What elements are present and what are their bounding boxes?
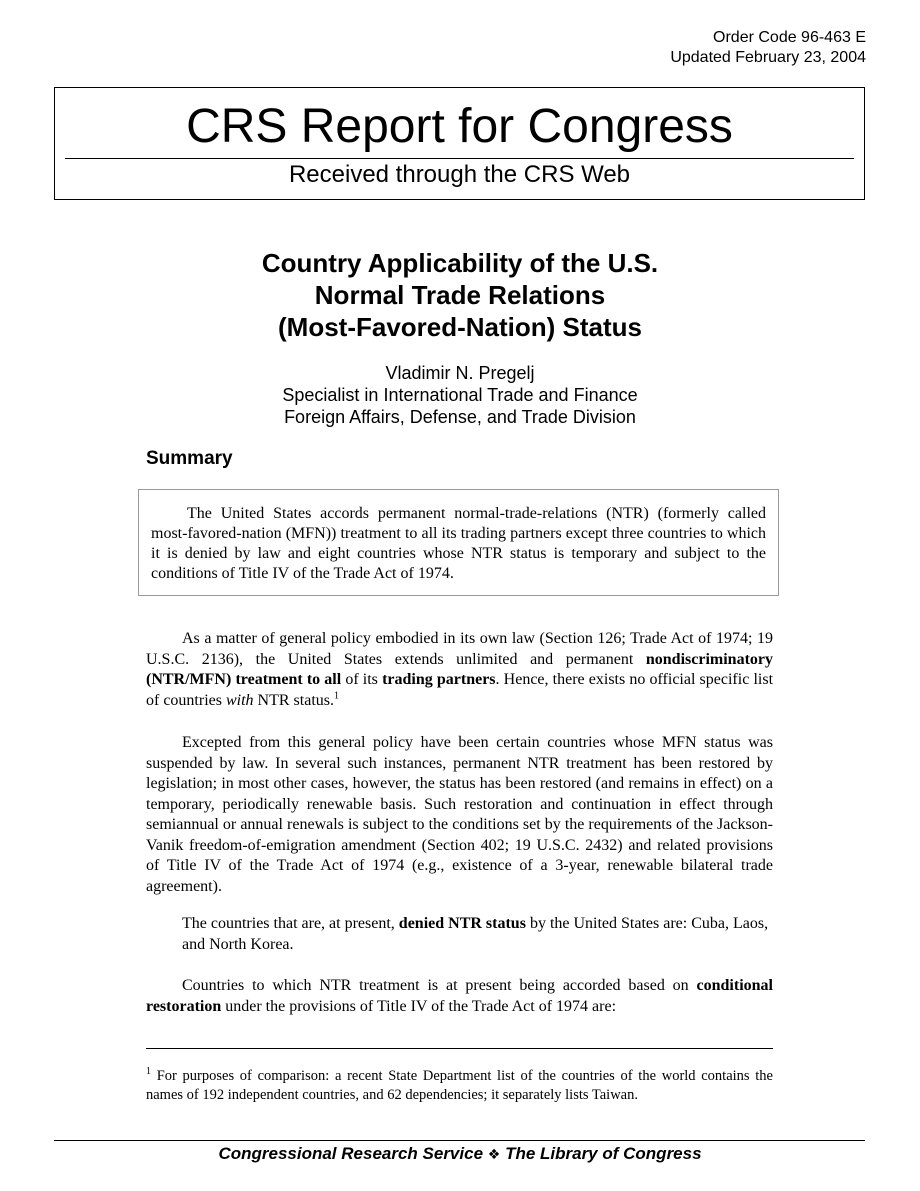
header-divider (65, 158, 854, 159)
p1-text-e: . Hence, there exists no official specific list of countries (146, 671, 774, 709)
body-paragraph-2: Excepted from this general policy have been certain countries whose MFN status was suspended by law. In several such instances, permanent NTR treatment has been restored by legislation; in most other cases, however, the status has been restored (and remains in effect) on a temporary, periodically renewable basis. Such restoration and continuation in effect through semiannual or annual renewals is subject to the conditions set by the requirements of the Jackson-Vanik freedom-of-emigration amendment (Section 402; 19 U.S.C. 2432) and related provisions of Title IV of the Trade Act of 1974 (e.g., existence of a 3-year, renewable bilateral trade agreement). (146, 734, 773, 895)
footnote-number: 1 (146, 1066, 151, 1078)
p4-text-c: under the provisions of Title IV of the Trade Act of 1974 are: (221, 997, 617, 1015)
footer (0, 1143, 920, 1165)
title-line-1: Country Applicability of the U.S. (261, 248, 659, 278)
p1-bold-partners: trading partners (382, 671, 496, 688)
summary-text: The United States accords permanent normal-trade-relations (NTR) (formerly called most-favored-nation (MFN)) treatment to all its trading partners except three countries to which it is denied by law and eight countries whose NTR status is temporary and subject to the conditions of Title IV of the Trade Act of 1974. (151, 505, 766, 582)
p4-text-a: Countries to which NTR treatment is at present being accorded based on (182, 977, 697, 994)
report-header-subtitle: Received through the CRS Web (288, 161, 631, 188)
footer-crs: Congressional Research Service (218, 1144, 484, 1163)
document-title (0, 247, 920, 343)
p1-bold-treatment: nondiscriminatory (NTR/MFN) treatment to all (146, 650, 773, 688)
p1-italic-with: with (225, 691, 254, 709)
body-paragraph-1 (146, 629, 773, 711)
footnote-divider (146, 1048, 773, 1049)
author-name: Vladimir N. Pregelj (385, 363, 535, 383)
summary-box (138, 489, 779, 596)
p1-text-c: of its (341, 671, 383, 688)
title-line-3: (Most-Favored-Nation) Status (278, 312, 642, 342)
body-paragraph-4 (146, 976, 773, 1017)
footnote-1 (146, 1067, 773, 1105)
report-header-title: CRS Report for Congress (186, 100, 733, 153)
author-title: Specialist in International Trade and Finance (282, 385, 638, 405)
p4-bold-conditional: conditional restoration (146, 977, 773, 1015)
p3-bold-denied: denied NTR status (398, 915, 526, 932)
author-block (0, 362, 920, 428)
footer-loc: The Library of Congress (505, 1144, 702, 1163)
p1-text-g: NTR status. (253, 691, 334, 709)
order-code-block (670, 28, 866, 68)
report-header-box (54, 87, 865, 200)
summary-heading: Summary (146, 448, 233, 469)
order-code: Order Code 96-463 E (713, 29, 866, 46)
footnote-ref-1: 1 (334, 690, 339, 702)
footnote-text: For purposes of comparison: a recent State Department list of the countries of the world contains the names of 192 independent countries, and 62 dependencies; it separately lists Taiwan. (146, 1068, 773, 1103)
title-line-2: Normal Trade Relations (314, 280, 606, 310)
updated-date: Updated February 23, 2004 (670, 49, 866, 66)
footer-divider (54, 1140, 865, 1141)
p3-text-a: The countries that are, at present, (182, 915, 399, 932)
diamond-separator-icon: ❖ (487, 1146, 501, 1162)
p3-text-c: by the United States are: Cuba, Laos, and North Korea. (182, 915, 769, 953)
author-division: Foreign Affairs, Defense, and Trade Division (284, 407, 636, 427)
p1-text-a: As a matter of general policy embodied in its own law (Section 126; Trade Act of 1974; 19 U.S.C. 2136), the United States extends unlimited and permanent (146, 630, 773, 668)
body-paragraph-3 (146, 914, 773, 955)
